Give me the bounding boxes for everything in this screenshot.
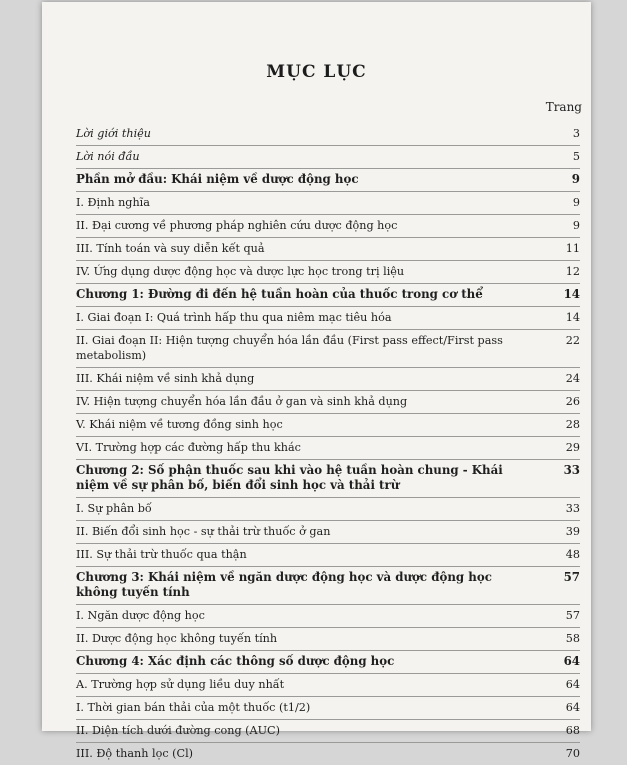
toc-entry[interactable]: [76, 498, 580, 521]
toc-entry[interactable]: [76, 628, 580, 651]
toc-chapter[interactable]: [76, 651, 580, 674]
toc-entry-title: II. Dược động học không tuyến tính: [76, 632, 278, 645]
toc-entry[interactable]: [76, 123, 580, 146]
page-column-header: Trang: [545, 100, 582, 114]
toc-chapter-title: Chương 4: Xác định các thông số dược động học: [76, 654, 395, 668]
toc-entry-title: I. Định nghĩa: [76, 196, 150, 209]
toc-entry-title: I. Thời gian bán thải của một thuốc (t1/2): [76, 701, 311, 714]
toc-entry-page: 48: [565, 548, 580, 561]
toc-entry-page: 58: [565, 632, 580, 645]
toc-entry-title: I. Sự phân bố: [76, 502, 152, 515]
toc-entry-page: 64: [565, 678, 580, 691]
toc-chapter-title: Chương 1: Đường đi đến hệ tuần hoàn của thuốc trong cơ thể: [76, 287, 483, 301]
toc-entry[interactable]: [76, 521, 580, 544]
toc-entry-title: II. Diện tích dưới đường cong (AUC): [76, 724, 280, 737]
toc-chapter[interactable]: [76, 284, 580, 307]
toc-entry-page: 14: [563, 287, 580, 301]
toc-entry-title: A. Trường hợp sử dụng liều duy nhất: [76, 678, 285, 691]
toc-entry-title: II. Đại cương về phương pháp nghiên cứu dược động học: [76, 219, 398, 232]
toc-entry-page: 12: [565, 265, 580, 278]
toc-entry-page: 5: [572, 150, 580, 163]
toc-entry-page: 57: [563, 570, 580, 584]
toc-entry[interactable]: [76, 192, 580, 215]
toc-entry-title: IV. Hiện tượng chuyển hóa lần đầu ở gan và sinh khả dụng: [76, 395, 408, 408]
toc-entry-title: I. Ngăn dược động học: [76, 609, 205, 622]
toc-entry-title: III. Sự thải trừ thuốc qua thận: [76, 548, 247, 561]
toc-entry[interactable]: [76, 368, 580, 391]
toc-entry-page: 9: [572, 219, 580, 232]
toc-entry-page: 9: [572, 196, 580, 209]
toc-entry[interactable]: [76, 674, 580, 697]
toc-entry-title: Lời giới thiệu: [76, 127, 152, 140]
toc-entry-page: 68: [565, 724, 580, 737]
toc-entry-title: I. Giai đoạn I: Quá trình hấp thu qua niêm mạc tiêu hóa: [76, 311, 392, 324]
toc-entry[interactable]: [76, 743, 580, 765]
toc-entry-title: V. Khái niệm về tương đồng sinh học: [76, 418, 283, 431]
toc-section[interactable]: [76, 169, 580, 192]
toc-entry[interactable]: [76, 605, 580, 628]
toc-entry-title: IV. Ứng dụng dược động học và dược lực học trong trị liệu: [76, 265, 405, 278]
toc-entry-page: 29: [565, 441, 580, 454]
toc-entry[interactable]: [76, 261, 580, 284]
toc-entry[interactable]: [76, 307, 580, 330]
toc-section-title: Phần mở đầu: Khái niệm về dược động học: [76, 172, 359, 186]
toc-entry-page: 33: [563, 463, 580, 477]
toc-chapter[interactable]: [76, 567, 580, 605]
toc-entry-title: II. Biến đổi sinh học - sự thải trừ thuốc ở gan: [76, 525, 331, 538]
toc-entry[interactable]: [76, 414, 580, 437]
toc-entry[interactable]: [76, 544, 580, 567]
toc-entry-page: 57: [565, 609, 580, 622]
book-page: [42, 2, 591, 760]
toc-entry[interactable]: [76, 391, 580, 414]
toc-entry-title: III. Tính toán và suy diễn kết quả: [76, 242, 265, 255]
toc-entry-page: 26: [565, 395, 580, 408]
toc-entry-title: II. Giai đoạn II: Hiện tượng chuyển hóa lần đầu (First pass effect/First pass metabolism): [76, 334, 503, 362]
toc-entry-page: 28: [565, 418, 580, 431]
toc-entry-page: 64: [563, 654, 580, 668]
toc-entry-title: III. Độ thanh lọc (Cl): [76, 747, 194, 760]
toc-entry-page: 22: [565, 334, 580, 347]
toc-chapter[interactable]: [76, 460, 580, 498]
toc-chapter-title: Chương 2: Số phận thuốc sau khi vào hệ tuần hoàn chung - Khái niệm về sự phân bố, biến đổi sinh học và thải trừ: [76, 463, 503, 492]
toc-entry-page: 39: [565, 525, 580, 538]
toc-chapter-title: Chương 3: Khái niệm về ngăn dược động học và dược động học không tuyến tính: [76, 570, 492, 599]
toc-entry-page: 9: [571, 172, 580, 186]
toc-entry[interactable]: [76, 146, 580, 169]
toc-entry[interactable]: [76, 238, 580, 261]
toc-entry-page: 11: [565, 242, 580, 255]
toc-entry-page: 24: [565, 372, 580, 385]
toc-entry-page: 14: [565, 311, 580, 324]
toc-entry-page: 64: [565, 701, 580, 714]
toc-entry[interactable]: [76, 437, 580, 460]
toc-entry[interactable]: [76, 720, 580, 743]
toc-entry[interactable]: [76, 697, 580, 720]
toc-entry-title: Lời nói đầu: [76, 150, 140, 163]
toc-entry[interactable]: [76, 330, 580, 368]
toc-entry-page: 33: [565, 502, 580, 515]
toc-entry-title: III. Khái niệm về sinh khả dụng: [76, 372, 255, 385]
page-title: MỤC LỤC: [266, 62, 367, 82]
toc-entry-title: VI. Trường hợp các đường hấp thu khác: [76, 441, 301, 454]
toc-entry[interactable]: [76, 215, 580, 238]
toc-entry-page: 3: [572, 127, 580, 140]
table-of-contents: [76, 123, 580, 765]
toc-entry-page: 70: [565, 747, 580, 760]
